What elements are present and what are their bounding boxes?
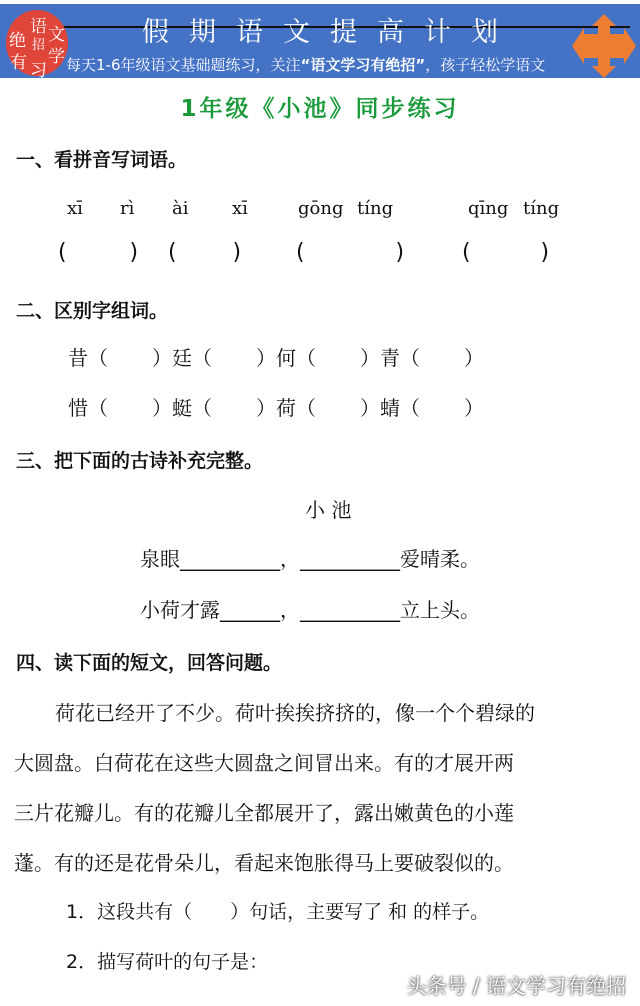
paragraph-line: 三片花瓣儿。有的花瓣儿全都展开了，露出嫩黄色的小莲 bbox=[14, 801, 514, 825]
char: ） bbox=[464, 346, 484, 370]
watermark: 头条号 / 语文学习有绝招 bbox=[406, 974, 626, 998]
pinyin: tíng bbox=[523, 198, 560, 219]
answer-blank[interactable]: ( ) bbox=[168, 240, 242, 265]
pinyin: xī bbox=[232, 198, 248, 219]
poem-line-2: 小荷才露______，__________立上头。 bbox=[140, 598, 480, 622]
logo bbox=[6, 10, 68, 81]
page-title: 1年级《小池》同步练习 bbox=[180, 96, 460, 122]
answer-blank[interactable]: ( ) bbox=[58, 240, 139, 265]
logo-char: 学 bbox=[48, 47, 65, 67]
banner-subtitle bbox=[66, 54, 545, 75]
section-3-heading: 三、把下面的古诗补充完整。 bbox=[16, 450, 264, 472]
char: 昔（ bbox=[68, 346, 108, 370]
paragraph-line: 蓬。有的还是花骨朵儿，看起来饱胀得马上要破裂似的。 bbox=[14, 851, 514, 875]
question-2: 2．描写荷叶的句子是： bbox=[66, 951, 269, 973]
char: ） bbox=[464, 396, 484, 420]
pinyin: tíng bbox=[357, 198, 394, 219]
four-way-arrow-icon bbox=[572, 14, 636, 78]
logo-char: 习 bbox=[30, 61, 47, 81]
paragraph-line: 大圆盘。白荷花在这些大圆盘之间冒出来。有的才展开两 bbox=[14, 751, 514, 775]
header-banner bbox=[0, 4, 640, 81]
subtitle-text: 每天1-6年级语文基础题练习，关注 bbox=[66, 56, 301, 74]
char: ）蜻（ bbox=[360, 396, 420, 420]
pinyin: ài bbox=[172, 198, 189, 219]
answer-blank[interactable]: ( ) bbox=[296, 240, 405, 265]
word-row-2 bbox=[68, 392, 484, 421]
question-1: 1．这段共有（ ）句话，主要写了 和 的样子。 bbox=[66, 901, 490, 923]
poem-title: 小 池 bbox=[305, 498, 352, 522]
char: ）蜓（ bbox=[152, 396, 212, 420]
pinyin: xī bbox=[67, 198, 83, 219]
logo-char: 语 bbox=[30, 17, 47, 37]
answer-blank[interactable]: ( ) bbox=[462, 240, 550, 265]
pinyin: qīng bbox=[468, 198, 509, 219]
section-1-heading: 一、看拼音写词语。 bbox=[16, 149, 188, 171]
word-row-1 bbox=[68, 342, 484, 371]
char: ）何（ bbox=[256, 346, 316, 370]
poem-line-1: 泉眼__________，__________爱晴柔。 bbox=[140, 547, 480, 571]
logo-char: 文 bbox=[48, 25, 65, 45]
logo-char: 有 bbox=[10, 53, 27, 73]
paragraph-line: 荷花已经开了不少。荷叶挨挨挤挤的，像一个个碧绿的 bbox=[55, 701, 535, 725]
subtitle-text: ，孩子轻松学语文 bbox=[425, 56, 546, 74]
banner-title: 假期语文提高计划 bbox=[142, 17, 518, 48]
subtitle-highlight: “语文学习有绝招” bbox=[300, 56, 426, 74]
char: ）廷（ bbox=[152, 346, 212, 370]
pinyin: gōng bbox=[298, 198, 344, 219]
char: ）青（ bbox=[360, 346, 420, 370]
logo-char: 绝 bbox=[9, 31, 26, 51]
section-4-heading: 四、读下面的短文，回答问题。 bbox=[16, 652, 283, 674]
pinyin: rì bbox=[120, 198, 135, 219]
char: 惜（ bbox=[68, 396, 108, 420]
section-2-heading: 二、区别字组词。 bbox=[16, 300, 169, 322]
char: ）荷（ bbox=[256, 396, 316, 420]
logo-char: 招 bbox=[32, 38, 46, 53]
